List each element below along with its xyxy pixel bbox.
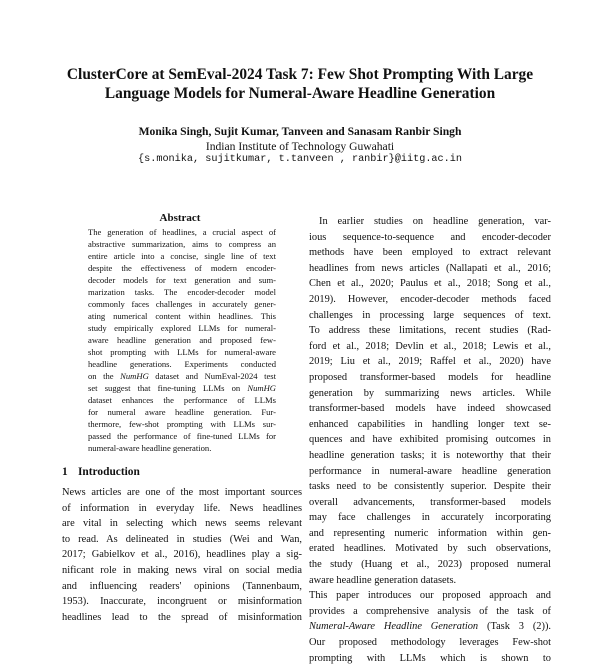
- abstract-heading: Abstract: [159, 212, 201, 224]
- abstract-body: [88, 226, 276, 454]
- section-heading-introduction: [62, 465, 302, 479]
- body-line: This paper introduces our proposed approach and: [309, 590, 551, 602]
- title-line: Language Models for Numeral-Aware Headline Generation: [104, 85, 496, 102]
- body-line: nificant role in making news viral on social media: [62, 564, 302, 576]
- body-line: prompting with LLMs which is shown to: [309, 652, 551, 664]
- abstract-line: ating numerical content within headlines. This: [88, 311, 276, 321]
- body-line: Chen et al., 2020; Paulus et al., 2018; Song et al.,: [309, 278, 551, 290]
- abstract-line: headline generations. Experiments conducted: [88, 359, 276, 369]
- body-line: aware headline generation datasets.: [309, 574, 457, 586]
- body-line: To address these limitations, recent studies (Rad-: [309, 325, 551, 337]
- body-line: performance in numeral-aware headline generation: [309, 465, 551, 477]
- introduction-body: [62, 485, 302, 625]
- body-line: enhanced capabilities in handling longer text se-: [309, 418, 551, 430]
- abstract-line: decoder models for text generation and sum-: [88, 275, 276, 285]
- right-column-body: [309, 214, 551, 666]
- body-line: to read. As delineated in studies (Wei and Wan,: [62, 533, 302, 545]
- affiliation: Indian Institute of Technology Guwahati: [205, 140, 395, 153]
- body-line: In earlier studies on headline generation, var-: [319, 216, 551, 227]
- body-line: News articles are one of the most important sources: [62, 487, 302, 498]
- abstract-line: The generation of headlines, a crucial aspect of: [88, 227, 276, 237]
- body-line: quences and have exhibited promising outcomes in: [309, 434, 551, 446]
- title-line: ClusterCore at SemEval-2024 Task 7: Few Shot Prompting With Large: [66, 66, 534, 83]
- body-line: and representing numeric information within gen-: [309, 527, 551, 539]
- abstract-line: shot prompting with LLMs for numeral-aware: [88, 347, 276, 357]
- body-line: 2019; Liu et al., 2019; Raffel et al., 2020) have: [309, 356, 551, 368]
- abstract-line: thermore, few-shot prompting with LLMs sur-: [88, 419, 276, 429]
- body-line: are vital in selecting which news seems relevant: [62, 518, 302, 530]
- body-line: the study (Huang et al., 2023) proposed numeral: [309, 559, 551, 571]
- body-line: overall advancements, transformer-based models: [309, 496, 551, 508]
- abstract-line: numeral-aware headline generation.: [88, 443, 212, 453]
- body-line: ious sequence-to-sequence and encoder-decoder: [309, 231, 551, 243]
- body-line: headlines from news articles (Nallapati et al., 2016;: [309, 262, 551, 274]
- abstract-line: passed the performance of fine-tuned LLMs for: [88, 431, 276, 441]
- abstract-line: set suggest that fine-tuning LLMs on NumHG: [88, 383, 276, 393]
- body-line: challenges in processing large sequences of text.: [309, 309, 551, 321]
- body-line: headline generation tasks; it is noteworthy that their: [309, 449, 551, 461]
- body-line: provides a comprehensive analysis of the task of: [309, 605, 551, 617]
- abstract-line: on the NumHG dataset and NumEval-2024 test: [88, 371, 276, 381]
- author-emails: {s.monika, sujitkumar, t.tanveen , ranbir}@iitg.ac.in: [137, 154, 462, 165]
- body-line: methods have been employed to extract relevant: [309, 247, 551, 259]
- body-line: Our proposed methodology leverages Few-shot: [309, 637, 551, 649]
- body-line: 1953). Inaccurate, incongruent or misinformation: [62, 596, 302, 608]
- abstract-line: study empirically explored LLMs for numeral-: [88, 323, 276, 333]
- abstract-line: marization tasks. The encoder-decoder model: [88, 287, 276, 297]
- body-line: tasks need to be consistently superior. Despite their: [309, 481, 551, 493]
- body-line: and influencing readers' opinions (Tannenbaum,: [62, 580, 302, 592]
- body-line: erated headlines. Motivated by such observations,: [309, 543, 551, 555]
- section-title: Introduction: [78, 466, 140, 478]
- body-line: of information in everyday life. News headlines: [62, 502, 302, 514]
- abstract-line: despite the effectiveness of modern encoder-: [88, 263, 276, 273]
- body-line: proposed transformer-based models for headline: [309, 371, 551, 383]
- abstract-line: for numeral aware headline generation. Fur-: [88, 407, 276, 417]
- body-line: 2017; Gabielkov et al., 2016), headlines play a sig-: [62, 549, 302, 561]
- body-line: transformer-based models have indeed showcased: [309, 403, 551, 415]
- body-line: generation by summarizing news articles. While: [309, 387, 551, 399]
- body-line: headlines lead to the spread of misinformation: [62, 611, 302, 623]
- body-line: may face challenges in accurately incorporating: [309, 512, 551, 524]
- body-line: Numeral-Aware Headline Generation (Task 3 (2)).: [309, 621, 551, 633]
- body-line: ford et al., 2018; Devlin et al., 2018; Lewis et al.,: [309, 340, 551, 352]
- abstract-line: aware headline generation and proposed few-: [88, 335, 276, 345]
- section-number: 1: [62, 466, 68, 478]
- abstract-line: abstractive summarization, aims to compress an: [88, 239, 276, 249]
- abstract-line: dataset enhances the performance of LLMs: [88, 395, 276, 405]
- author-list: Monika Singh, Sujit Kumar, Tanveen and Sanasam Ranbir Singh: [138, 125, 462, 138]
- abstract-line: commonly faces challenges in accurately gener-: [88, 299, 276, 309]
- paper-title: [40, 65, 560, 103]
- body-line: 2019). However, encoder-decoder methods faced: [309, 293, 551, 305]
- abstract-line: entire article into a concise, single line of text: [88, 251, 276, 261]
